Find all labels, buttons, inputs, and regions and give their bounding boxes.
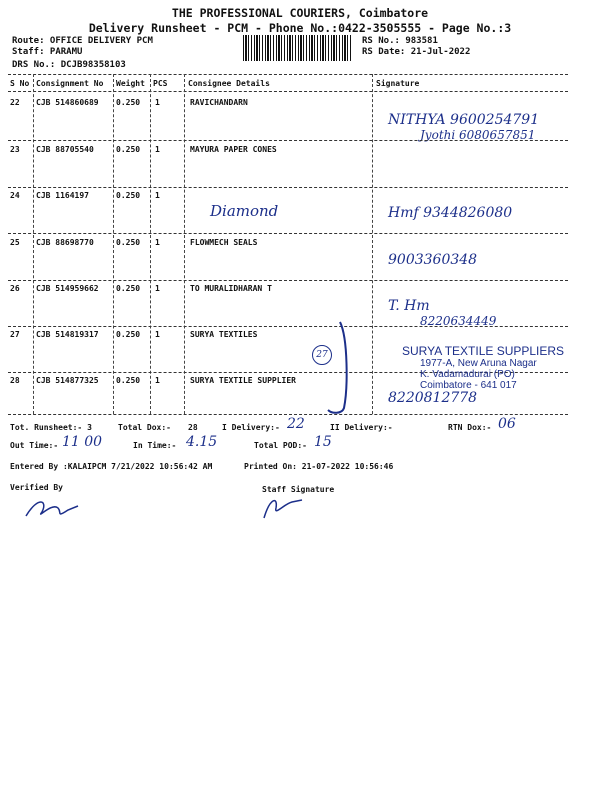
row-consignee: SURYA TEXTILE SUPPLIER: [190, 376, 296, 385]
row-sno: 27: [10, 330, 20, 339]
col-sep: [150, 74, 151, 414]
row-consignment-no: CJB 88705540: [36, 145, 94, 154]
total-pod-label: Total POD:-: [254, 441, 307, 450]
col-sep: [184, 74, 185, 414]
staff-label: Staff: PARAMU: [12, 47, 83, 57]
barcode: [243, 35, 353, 61]
col-header-signature: Signature: [376, 79, 420, 88]
row-pcs: 1: [155, 330, 160, 339]
ii-delivery-label: II Delivery:-: [330, 423, 393, 432]
row-consignment-no: CJB 514959662: [36, 284, 99, 293]
row-divider: [8, 233, 568, 234]
verified-signature: [22, 494, 82, 524]
rs-number: RS No.: 983581: [362, 36, 438, 46]
row-consignment-no: CJB 514819317: [36, 330, 99, 339]
stamp-line4: Coimbatore - 641 017: [420, 380, 517, 391]
row-signature: Hmf 9344826080: [388, 205, 513, 221]
company-title: THE PROFESSIONAL COURIERS, Coimbatore: [171, 6, 429, 20]
drs-number: DRS No.: DCJB98358103: [12, 60, 126, 70]
col-sep: [33, 74, 34, 414]
row-signature: 9003360348: [388, 252, 478, 268]
staff-signature: [258, 494, 308, 524]
row-pcs: 1: [155, 98, 160, 107]
row-signature-extra: Jyothi 6080657851: [420, 128, 536, 142]
rtn-dox-label: RTN Dox:-: [448, 423, 492, 432]
row-sno: 24: [10, 191, 20, 200]
bracket-mark: [318, 318, 358, 418]
row-sno: 22: [10, 98, 20, 107]
row-consignment-no: CJB 514860689: [36, 98, 99, 107]
row-weight: 0.250: [116, 145, 141, 154]
out-time-value: 11 00: [62, 434, 103, 450]
row-weight: 0.250: [116, 191, 141, 200]
runsheet-subtitle: Delivery Runsheet - PCM - Phone No.:0422-3505555 - Page No.:3: [88, 21, 512, 35]
col-header-pcs: PCS: [153, 79, 168, 88]
total-dox-label: Total Dox:-: [118, 423, 171, 432]
row-divider: [8, 326, 568, 327]
row-pcs: 1: [155, 145, 160, 154]
table-header-rule: [8, 91, 568, 92]
in-time-value: 4.15: [186, 434, 218, 450]
row-sno: 25: [10, 238, 20, 247]
handwritten-consignee: Diamond: [210, 202, 279, 220]
row-signature: T. Hm: [388, 298, 430, 314]
row-weight: 0.250: [116, 284, 141, 293]
row-sno: 28: [10, 376, 20, 385]
row-consignee: MAYURA PAPER CONES: [190, 145, 277, 154]
circled-mark: 27: [312, 345, 332, 365]
row-sno: 26: [10, 284, 20, 293]
route-label: Route: OFFICE DELIVERY PCM: [12, 36, 153, 46]
company-stamp: [402, 344, 592, 391]
stamp-line1: SURYA TEXTILE SUPPLIERS: [402, 344, 565, 358]
i-delivery-value: 22: [287, 416, 305, 432]
table-top-rule: [8, 74, 568, 75]
row-consignment-no: CJB 88698770: [36, 238, 94, 247]
col-sep: [113, 74, 114, 414]
row-divider: [8, 140, 568, 141]
row-pcs: 1: [155, 191, 160, 200]
col-header-consignee: Consignee Details: [188, 79, 270, 88]
row-consignee: FLOWMECH SEALS: [190, 238, 258, 247]
row-weight: 0.250: [116, 330, 141, 339]
stamp-line2: 1977-A, New Aruna Nagar: [420, 358, 537, 369]
row-consignment-no: CJB 1164197: [36, 191, 89, 200]
out-time-label: Out Time:-: [10, 441, 59, 450]
col-header-weight: Weight: [116, 79, 145, 88]
col-header-sno: S No: [10, 79, 30, 88]
total-pod-value: 15: [314, 434, 332, 450]
in-time-label: In Time:-: [133, 441, 177, 450]
row-weight: 0.250: [116, 238, 141, 247]
row-consignee: RAVICHANDARN: [190, 98, 248, 107]
col-header-consignment: Consignment No: [36, 79, 104, 88]
row-divider: [8, 187, 568, 188]
row-consignee: SURYA TEXTILES: [190, 330, 258, 339]
printed-on: Printed On: 21-07-2022 10:56:46: [244, 462, 394, 471]
row-consignment-no: CJB 514877325: [36, 376, 99, 385]
col-sep: [372, 74, 373, 414]
row-pcs: 1: [155, 284, 160, 293]
i-delivery-label: I Delivery:-: [222, 423, 280, 432]
verified-by-label: Verified By: [10, 483, 63, 492]
rtn-dox-value: 06: [498, 416, 516, 432]
stamp-line3: K. Vadamadurai (PO): [420, 369, 515, 380]
staff-signature-label: Staff Signature: [262, 485, 335, 494]
table-bottom-rule: [8, 414, 568, 415]
row-divider: [8, 280, 568, 281]
tot-runsheet: Tot. Runsheet:- 3: [10, 423, 92, 432]
row-weight: 0.250: [116, 98, 141, 107]
row-weight: 0.250: [116, 376, 141, 385]
entered-by: Entered By :KALAIPCM 7/21/2022 10:56:42 AM: [10, 462, 213, 471]
row-signature: NITHYA 9600254791: [388, 112, 540, 128]
row-signature-extra: 8220634449: [420, 314, 497, 328]
row-consignee: TO MURALIDHARAN T: [190, 284, 272, 293]
row-signature: 8220812778: [388, 390, 478, 406]
rs-date: RS Date: 21-Jul-2022: [362, 47, 471, 57]
total-dox-value: 28: [188, 423, 198, 432]
row-pcs: 1: [155, 238, 160, 247]
row-pcs: 1: [155, 376, 160, 385]
row-sno: 23: [10, 145, 20, 154]
